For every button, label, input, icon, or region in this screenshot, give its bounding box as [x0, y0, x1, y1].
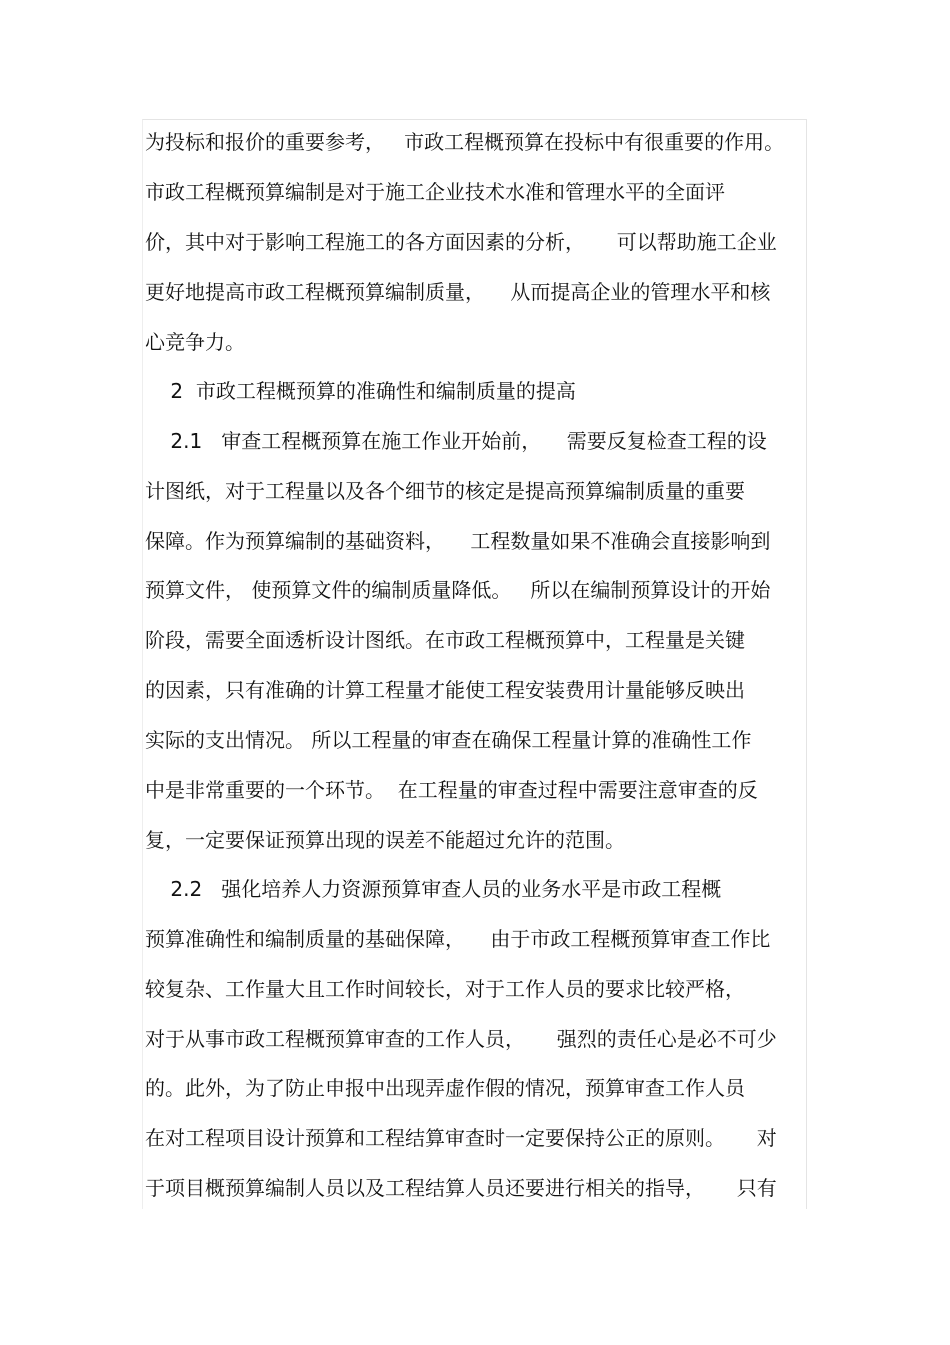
text-line: 复，一定要保证预算出现的误差不能超过允许的范围。 — [145, 828, 625, 852]
text-line: 中是非常重要的一个环节。 在工程量的审查过程中需要注意审查的反 — [145, 778, 758, 802]
text-line: 的。此外，为了防止申报中出现弄虚作假的情况，预算审查工作人员 — [145, 1076, 745, 1100]
text-line: 较复杂、工作量大且工作时间较长，对于工作人员的要求比较严格， — [145, 977, 745, 1001]
subsection-line: 2.2 强化培养人力资源预算审查人员的业务水平是市政工程概 — [145, 877, 722, 901]
text-line: 的因素，只有准确的计算工程量才能使工程安装费用计量能够反映出 — [145, 678, 745, 702]
text-line: 预算文件， 使预算文件的编制质量降低。 所以在编制预算设计的开始 — [145, 578, 771, 602]
text-line: 心竞争力。 — [145, 330, 245, 354]
text-line: 阶段，需要全面透析设计图纸。在市政工程概预算中，工程量是关键 — [145, 628, 745, 652]
text-line: 预算准确性和编制质量的基础保障， 由于市政工程概预算审查工作比 — [145, 927, 771, 951]
text-line: 更好地提高市政工程概预算编制质量， 从而提高企业的管理水平和核 — [145, 280, 771, 304]
text-line: 保障。作为预算编制的基础资料， 工程数量如果不准确会直接影响到 — [145, 529, 771, 553]
text-line: 市政工程概预算编制是对于施工企业技术水准和管理水平的全面评 — [145, 180, 725, 204]
text-line: 于项目概预算编制人员以及工程结算人员还要进行相关的指导， 只有 — [145, 1176, 777, 1200]
text-line: 为投标和报价的重要参考， 市政工程概预算在投标中有很重要的作用。 — [145, 130, 785, 154]
text-line: 对于从事市政工程概预算审查的工作人员， 强烈的责任心是必不可少 — [145, 1027, 777, 1051]
text-line: 价，其中对于影响工程施工的各方面因素的分析， 可以帮助施工企业 — [145, 230, 777, 254]
text-line: 在对工程项目设计预算和工程结算审查时一定要保持公正的原则。 对 — [145, 1126, 777, 1150]
text-line: 计图纸，对于工程量以及各个细节的核定是提高预算编制质量的重要 — [145, 479, 745, 503]
text-line: 实际的支出情况。 所以工程量的审查在确保工程量计算的准确性工作 — [145, 728, 752, 752]
section-heading: 2 市政工程概预算的准确性和编制质量的提高 — [145, 379, 576, 403]
subsection-line: 2.1 审查工程概预算在施工作业开始前， 需要反复检查工程的设 — [145, 429, 767, 453]
